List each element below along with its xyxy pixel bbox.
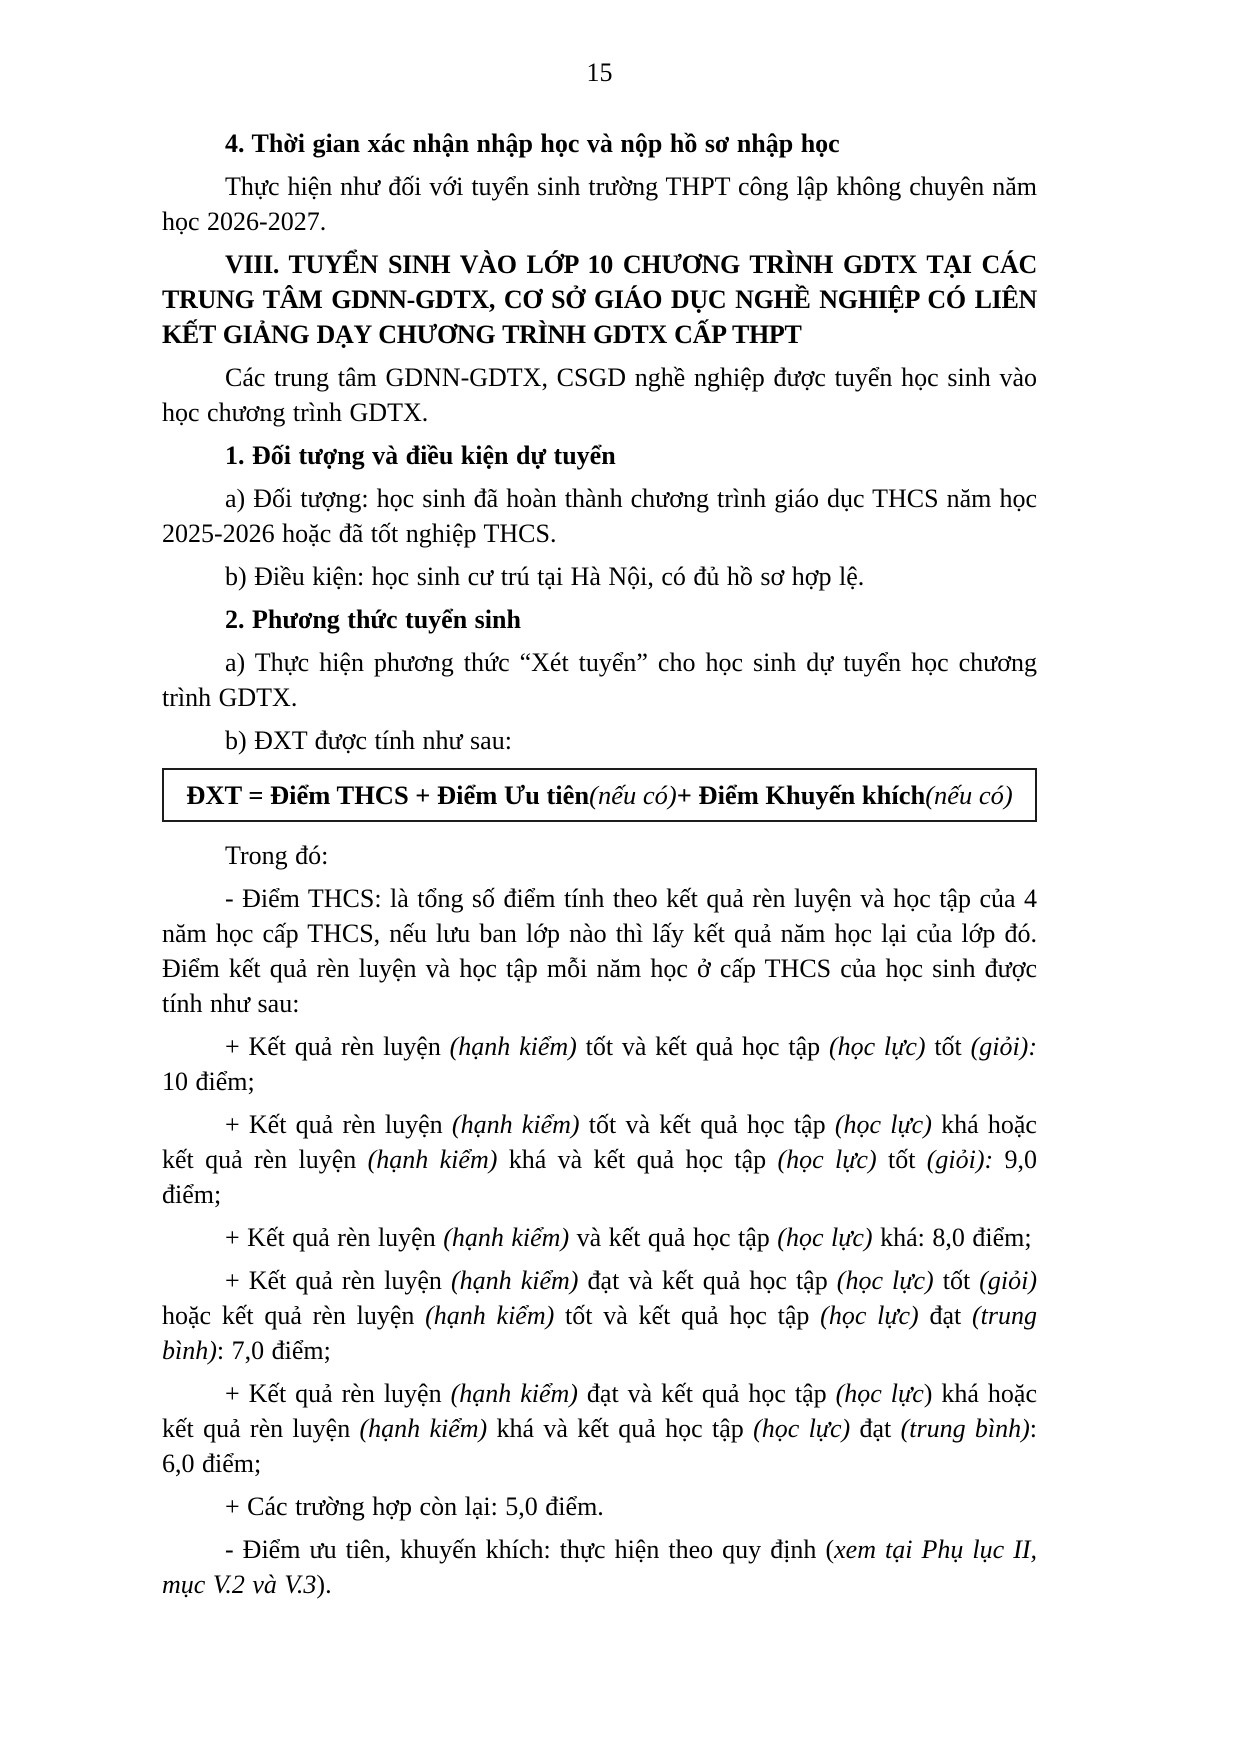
page-number: 15 [586, 58, 613, 87]
section4-paragraph: Thực hiện như đối với tuyển sinh trường THPT công lập không chuyên năm học 2026-2027. [162, 172, 1037, 236]
section8-intro: Các trung tâm GDNN-GDTX, CSGD nghề nghiệp được tuyển học sinh vào học chương trình GDTX. [162, 363, 1037, 427]
trong-do-label: Trong đó: [225, 841, 329, 870]
score-rule-item-10: + Kết quả rèn luyện (hạnh kiểm) tốt và kết quả học tập (học lực) tốt (giỏi): 10 điểm; [162, 1032, 1037, 1096]
subsection2-item-b: b) ĐXT được tính như sau: [225, 726, 512, 755]
priority-bonus-note: - Điểm ưu tiên, khuyến khích: thực hiện theo quy định (xem tại Phụ lục II, mục V.2 và V.3). [162, 1535, 1038, 1599]
section4-heading: 4. Thời gian xác nhận nhập học và nộp hồ sơ nhập học [225, 129, 840, 158]
subsection1-heading: 1. Đối tượng và điều kiện dự tuyển [225, 441, 616, 470]
subsection2-heading: 2. Phương thức tuyển sinh [225, 605, 521, 634]
score-rule-item-7: + Kết quả rèn luyện (hạnh kiểm) đạt và kết quả học tập (học lực) tốt (giỏi) hoặc kết quả rèn luyện (hạnh kiểm) tốt và kết quả học tập (học lực) đạt (trung bình): 7,0 điểm; [162, 1266, 1037, 1365]
diem-thcs-definition: - Điểm THCS: là tổng số điểm tính theo kết quả rèn luyện và học tập của 4 năm học cấp THCS, nếu lưu ban lớp nào thì lấy kết quả năm học lại của lớp đó. Điểm kết quả rèn luyện và học tập mỗi năm học ở cấp THCS của học sinh được tính như sau: [162, 884, 1037, 1018]
score-rule-item-8: + Kết quả rèn luyện (hạnh kiểm) và kết quả học tập (học lực) khá: 8,0 điểm; [225, 1223, 1032, 1252]
score-rule-item-9: + Kết quả rèn luyện (hạnh kiểm) tốt và kết quả học tập (học lực) khá hoặc kết quả rèn luyện (hạnh kiểm) khá và kết quả học tập (học lực) tốt (giỏi): 9,0 điểm; [162, 1110, 1038, 1209]
subsection1-item-a: a) Đối tượng: học sinh đã hoàn thành chương trình giáo dục THCS năm học 2025-2026 hoặc đã tốt nghiệp THCS. [162, 484, 1037, 548]
score-rule-item-5: + Các trường hợp còn lại: 5,0 điểm. [225, 1492, 604, 1521]
subsection1-item-b: b) Điều kiện: học sinh cư trú tại Hà Nội, có đủ hồ sơ hợp lệ. [225, 562, 865, 591]
score-rule-item-6: + Kết quả rèn luyện (hạnh kiểm) đạt và kết quả học tập (học lực) khá hoặc kết quả rèn luyện (hạnh kiểm) khá và kết quả học tập (học lực) đạt (trung bình): 6,0 điểm; [162, 1379, 1038, 1478]
section8-heading: VIII. TUYỂN SINH VÀO LỚP 10 CHƯƠNG TRÌNH GDTX TẠI CÁC TRUNG TÂM GDNN-GDTX, CƠ SỞ GIÁO DỤC NGHỀ NGHIỆP CÓ LIÊN KẾT GIẢNG DẠY CHƯƠNG TRÌNH GDTX CẤP THPT [162, 250, 1037, 349]
subsection2-item-a: a) Thực hiện phương thức “Xét tuyển” cho học sinh dự tuyển học chương trình GDTX. [162, 648, 1037, 712]
admission-score-formula-box: ĐXT = Điểm THCS + Điểm Ưu tiên (nếu có) + Điểm Khuyến khích (nếu có) [162, 768, 1037, 822]
